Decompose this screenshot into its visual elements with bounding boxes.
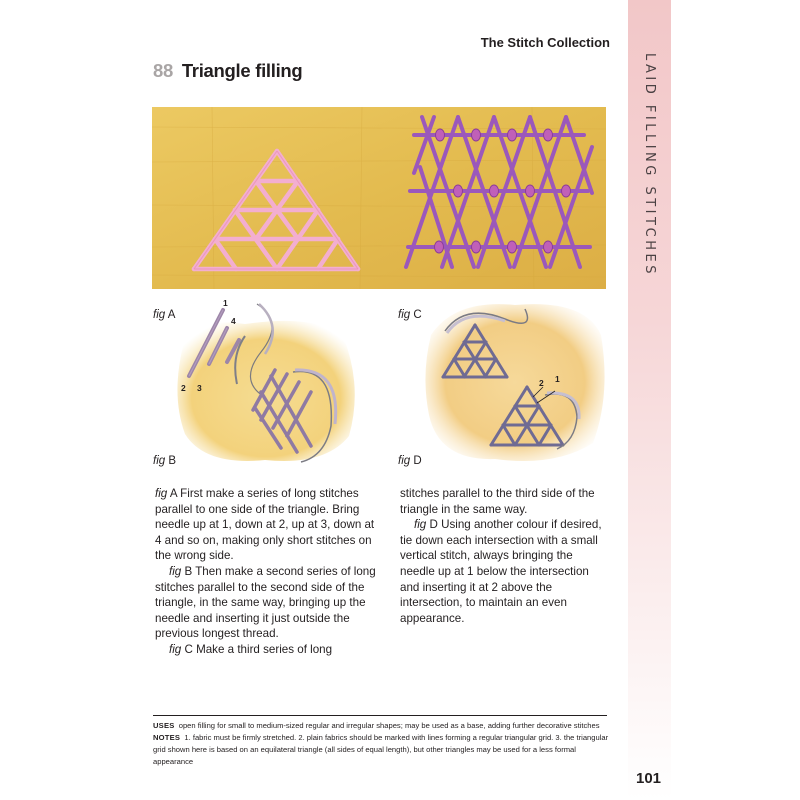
stitch-number: 88 [153,60,173,81]
notes-divider [153,715,607,716]
paragraph-fig-c: fig C Make a third series of long [169,642,333,656]
paragraph-fig-b: fig B Then make a second series of long stitches parallel to the second side of the triangle, in the same way, bringing up the needle and inserting it just outside the previous longest thread. [155,564,376,641]
fig-c-label: fig C [398,309,422,321]
paragraph-fig-c-cont: stitches parallel to the third side of the triangle in the same way. [400,487,595,516]
body-text-right-column [400,486,606,626]
callout-d-2: 2 [539,378,544,388]
stitch-title: Triangle filling [181,60,303,81]
stitch-sample-photo [152,107,606,289]
uses-line: USES open filling for small to medium-sized regular and irregular shapes; may be used as a base, adding further decorative stitches [153,721,600,730]
diagram-fig-c-d [425,295,610,465]
body-text-left-column [155,486,379,658]
callout-a-4: 4 [231,316,236,326]
fig-a-label: fig A [153,309,176,321]
diagram-fig-a-b [175,296,365,466]
section-tab-label: LAID FILLING STITCHES [642,53,657,277]
callout-d-1: 1 [555,374,560,384]
section-tab-label-wrap [628,53,671,277]
paragraph-fig-d: fig D Using another colour if desired, tie down each intersection with a small vertical stitch, always bringing the needle up at 1 below the intersection and inserting it at 2 above the intersection, to maintain an even appearance. [400,518,602,625]
fig-b-label: fig B [153,455,177,467]
running-header-title: The Stitch Collection [480,35,610,50]
stitch-heading [153,60,302,82]
fig-d-label: fig D [398,455,422,467]
callout-a-1: 1 [223,298,228,308]
uses-and-notes [153,720,611,768]
notes-line: NOTES 1. fabric must be firmly stretched. 2. plain fabrics should be marked with lines forming a regular triangular grid. 3. the triangular grid shown here is based on an equilateral triangle (all sides of equal length), but other triangles may be used for a less formal appearance [153,733,609,766]
paragraph-fig-a: fig A First make a series of long stitches parallel to one side of the triangle. Bring needle up at 1, down at 2, up at 3, down at 4 and so on, making only short stitches on the wrong side. [155,487,375,563]
callout-a-2: 2 [181,383,186,393]
page-number: 101 [636,770,662,787]
callout-a-3: 3 [197,383,202,393]
